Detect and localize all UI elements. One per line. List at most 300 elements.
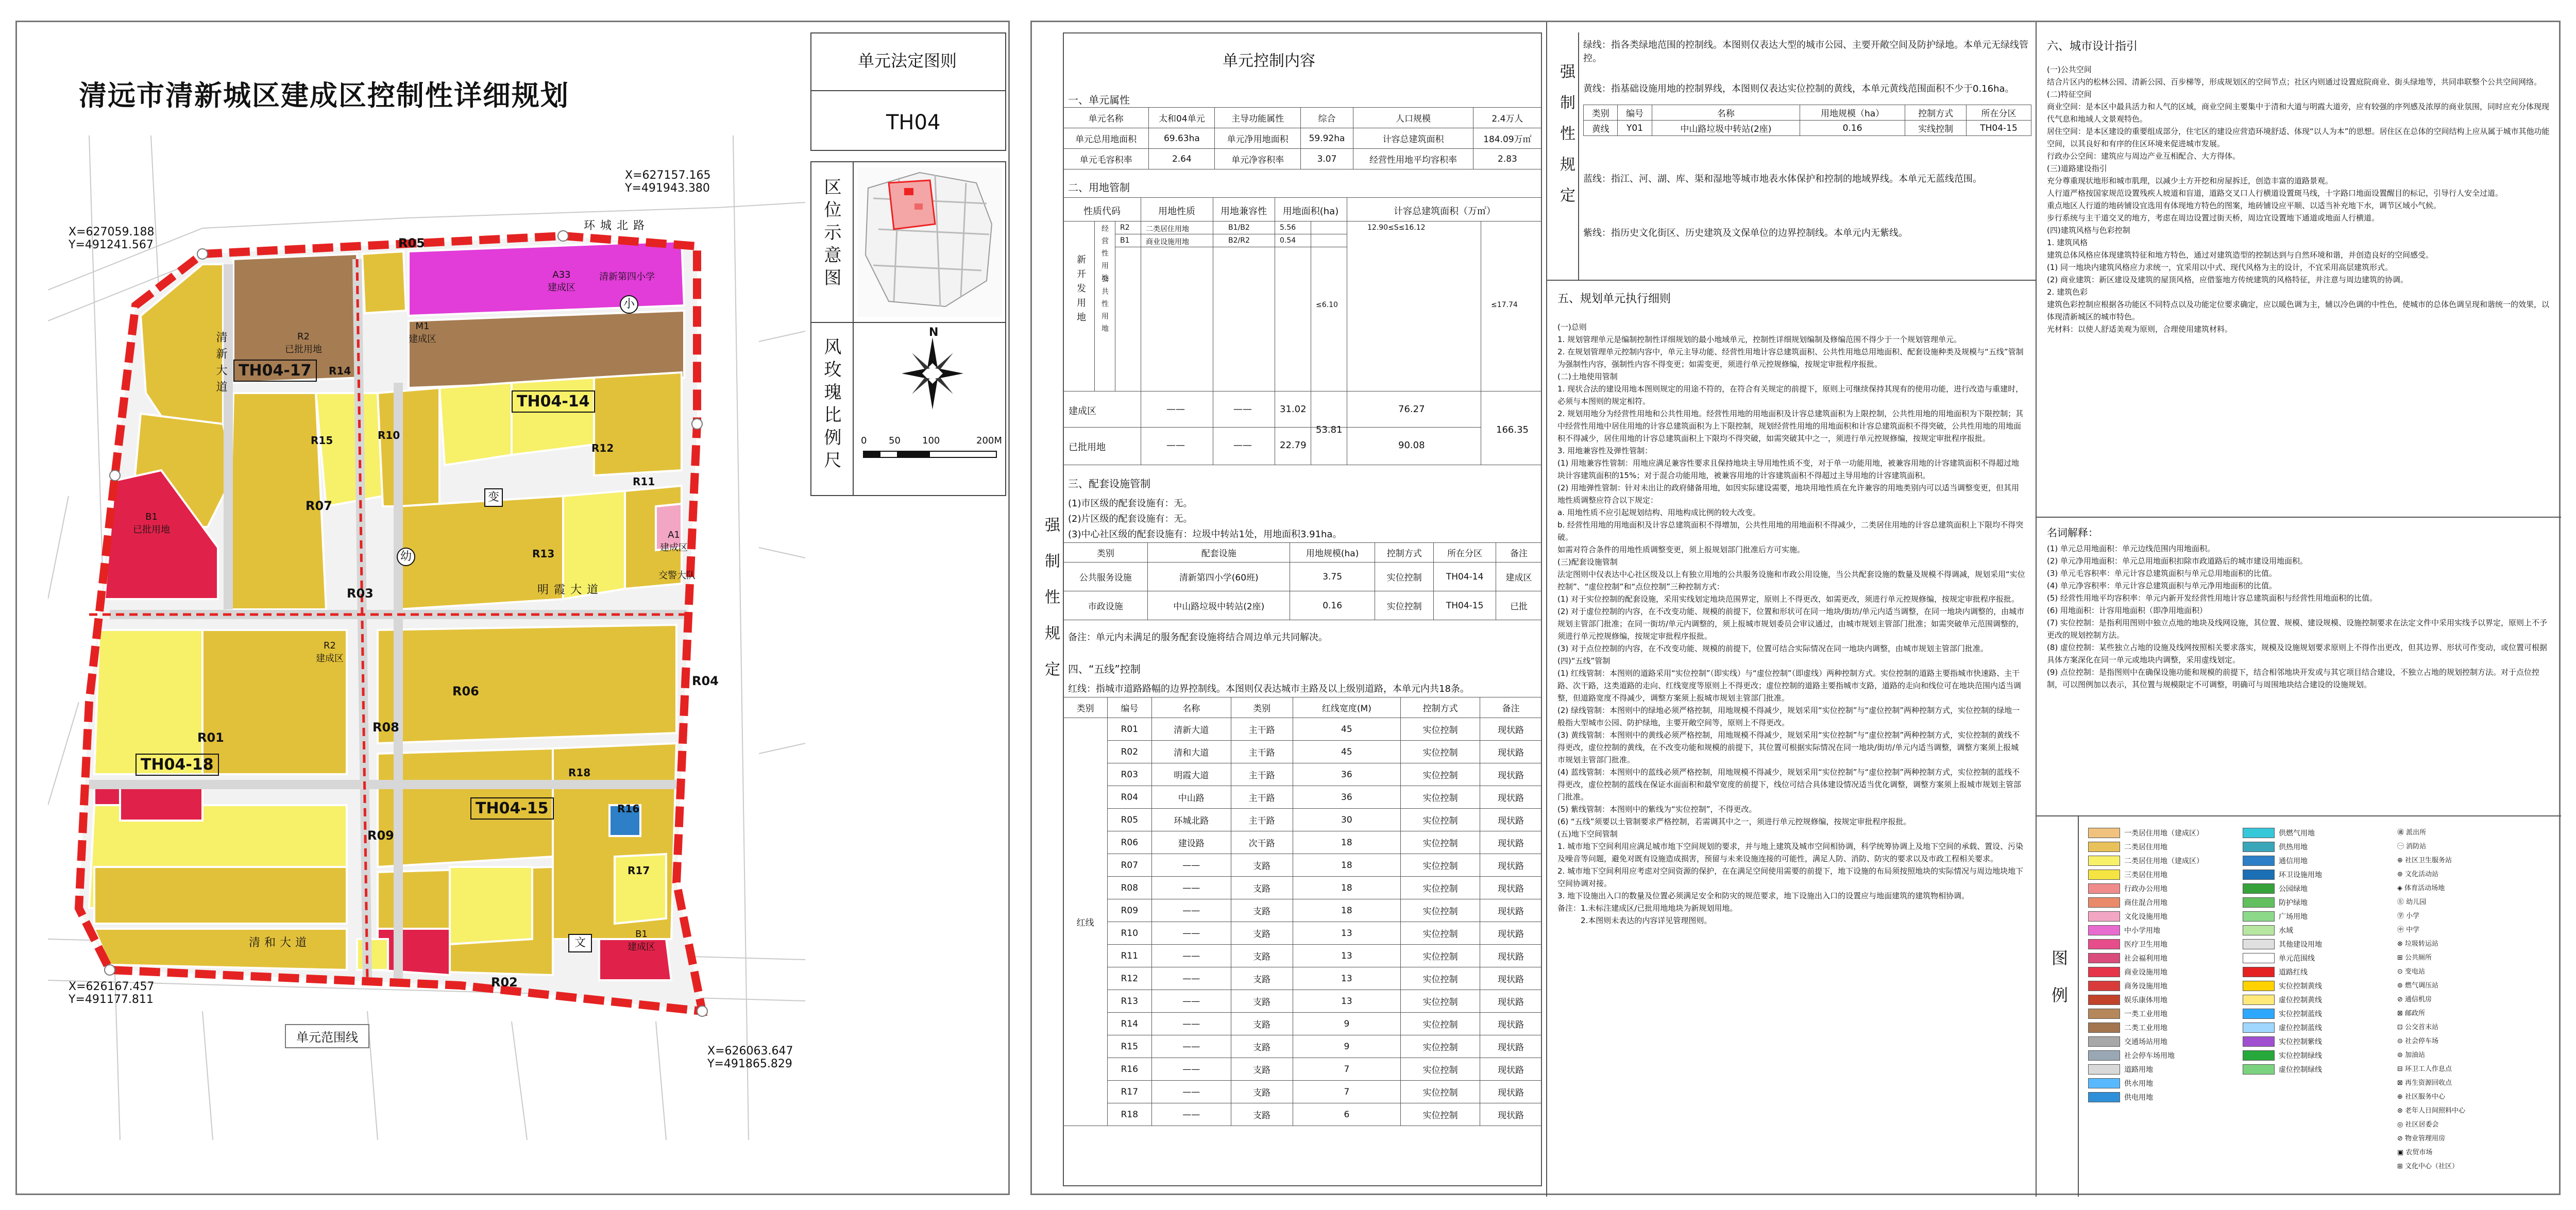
road-cell: 实位控制 (1401, 899, 1480, 922)
legend-symbol-item: ⊙ 变电站 (2397, 968, 2426, 976)
legend-label: 中小学用地 (2124, 926, 2160, 935)
sec5-title: 五、规划单元执行细则 (1557, 293, 1671, 305)
coord-se: X=626063.647 Y=491865.829 (707, 1045, 793, 1070)
road-r05-name: 环城北路 (584, 219, 650, 232)
legend-swatch (2243, 1009, 2275, 1019)
legend-item (2088, 993, 2232, 1007)
rules-text: (一)总则 1. 规划管理单元是编制控制性详细规划的最小地域单元，控制性详细规划编制及修编范围不得少于一个规划管理单元。 2. 在规划管理单元控制内容中，单元主导功能、经营性用地计容总建筑面积、公共性用地总用地面积、配套设施种类及规模与“五线”管制为强制性内容，强制性内容不得变更；如需变更，须进行单元控规修编，按规定审批程序报批。 (二)土地使用管制 1. 现状合法的建设用地本图则规定的用途不符的，在符合有关规定的前提下，原则上可继续保持其现有的使用功能，进行改造与重建时，必须与本图则的规定相符。 2. 规划用地分为经营性用地和公共性用地。经营性用地的用地面积及计容总建筑面积为上限控制，公共性用地的用地面积为下限控制；其中经营性用地中居住用地的计容总建筑面积为上下限控制，规划经营性用地的用地面积和计容总建筑面积不得突破，公共性用地的用地面积不得减少，居住用地的计容总建筑面积上下限均不得突破，如需突破其中之一，须进行单元控规修编，按规定审批程序报批。 3. 用地兼容性及弹性管制： (1) 用地兼容性管制：用地应满足兼容性要求且保持地块主导用地性质不变，对于单一功能用地，被兼容用地的计容建筑面积不得超过地块计容建筑面积的15%；对于混合功能用地，被兼容用地的计容建筑面积不得超过主导用地的计容建筑面积。 (2) 用地弹性管制：针对未出让的政府储备用地，如因实际建设需要，地块用地性质在允许兼容的用地类别内可以适当调整变更，但其用地性质调整应符合以下规定： a. 用地性质不应引起规划结构、用地构成比例的较大改变。 b. 经营性用地的用地面积及计容总建筑面积不得增加，公共性用地的用地面积不得减少，二类居住用地的计容总建筑面积上下限均不得突破。 如需对符合条件的用地性质调整变更，须上报规划部门批准后方可实施。 (三)配套设施管制 法定图则中仅表达中心社区级及以上有独立用地的公共服务设施和市政公用设施，当公共配套设施的数量及规模不得调减，规划采用“实位控制”、“虚位控制”和“点位控制”三种控制方式： (1) 对于实位控制的配套设施，采用实线划定地块范围界定，原则上不得更改，如需更改，须进行单元控规修编，按规定审批程序报批。 (2) 对于虚位控制的内容，在不改变功能、规模的前提下，位置和形状可在同一地块/街坊/单元内适当调整，在同一地块内调整的，由城市规划主管部门批准；在同一街坊/单元内调整的，须上报城市规划委员会审议通过，由城市规划主管部门批准；如需突破单元范围调整的，须进行单元控规修编，按规定审批程序报批。 (3) 对于点位控制的内容，在不改变功能、规模的前提下，位置可结合实际情况在同一地块内调整，由城市规划主管部门批准。 (四)“五线”管制 (1) 红线管制：本图则的道路采用“实位控制”（即实线）与“虚位控制”（即虚线）两种控制方式。实位控制的道路主要指城市快速路、主干路、次干路，这类道路的走向、红线宽度等原则上不得更改；虚位控制的道路主要指城市支路，道路的走向和线位可在地块范围内适当调整，但道路宽度不得减少，调整方案须上报城市规划主管部门批准。 (2) 绿线管制：本图则中的绿地必须严格控制，用地规模不得减少，规划采用“实位控制”与“虚位控制”两种控制方式，实位控制的绿地一般指大型城市公园、防护绿地，主要开敞空间等，原则上不得更改。 (3) 黄线管制：本图则中的黄线必须严格控制，用地规模不得减少，规划采用“实位控制”与“虚位控制”两种控制方式，实位控制的黄线不得更改，虚位控制的黄线，在不改变功能和规模的前提下，其位置可根据实际情况在同一地块/街坊/单元内适当调整，调整方案须上报城市规划主管部门批准。 (4) 蓝线管制：本图则中的蓝线必须严格控制，用地规模不得减少，规划采用“实位控制”与“虚位控制”两种控制方式，实位控制的蓝线不得更改，虚位控制的蓝线在保证水面面积和最窄宽度的前提下，线位可结合具体建设情况适当优化调整，调整方案须上报城市规划主管部门批准。 (5) 紫线管制：本图则中的紫线为“实位控制”，不得更改。 (6) “五线”须要以土管制要求严格控制，若需调其中之一，须进行单元控规修编，按规定审批程序报批。 (五)地下空间管制 1. 城市地下空间利用应满足城市地下空间规划的要求，并与地上建筑及城市空间相协调，科学统筹协调上及地下空间的承载、置设、污染及噪音等问题，避免对既有设施造成损害，预留与未来设施连接的可能性，满足人防、消防、防灾的要求以及市政工程相关要求。 2. 城市地下空间利用应考虑对空间资源的保护，在在满足空间使用需要的前提下，地下设施的布局须按照地块的实际情况与周边地块地下空间协调对接。 3. 地下设施出入口的数量及位置必须满足安全和防灾的规范要求，地下设施出入口的设置应与地面建筑的建筑物相协调。 备注：1.未标注建成区/已批用地地块为新规划用地。 2.本图则未表达的内容详见管理图则。 (1557, 322, 2025, 925)
legend-label: 虚位控制蓝线 (2279, 1024, 2322, 1032)
attr-row (1063, 149, 1542, 169)
fac-header: 所在分区 (1434, 543, 1496, 563)
legend-symbol-item: ⊡ 公交首末站 (2397, 1024, 2439, 1031)
legend-item (2243, 1048, 2387, 1062)
yellow-header: 编号 (1618, 105, 1652, 121)
attr-cell: 单元毛容积率 (1063, 149, 1149, 169)
legend-item (2088, 1007, 2232, 1020)
legend-item (2243, 895, 2387, 909)
yellow-cell: 黄线 (1584, 121, 1618, 136)
legend-label: 二类居住用地（建成区） (2124, 857, 2204, 865)
attr-row (1063, 108, 1542, 128)
road-cell: 7 (1293, 1058, 1401, 1081)
legend-swatch (2088, 911, 2120, 922)
fac-cell: 实位控制 (1375, 591, 1434, 620)
road-cell: R18 (1107, 1103, 1151, 1126)
legend-item (2088, 867, 2232, 881)
legend-label: 实位控制紫线 (2279, 1037, 2322, 1046)
yellow-cell: 中山路垃圾中转站(2座) (1652, 121, 1800, 136)
legend-symbol-item: ◎ 社区居委会 (2397, 1121, 2439, 1129)
kindergarten-icon: 幼 (397, 548, 415, 566)
legend-label: 环卫设施用地 (2279, 871, 2322, 879)
legend-item (2088, 923, 2232, 937)
location-label: 区位示意图 (821, 178, 841, 291)
attr-cell: 单元净用地面积 (1215, 128, 1300, 149)
road-cell: 13 (1293, 967, 1401, 990)
road-cell: 实位控制 (1401, 922, 1480, 945)
plot-label-a33: A33 建成区 (548, 269, 575, 293)
plot-label-b1-built: B1 建成区 (628, 929, 655, 952)
legend-swatch (2243, 953, 2275, 963)
legend-item (2088, 1090, 2232, 1104)
fac-cell: 市政设施 (1063, 591, 1148, 620)
road-r10: R10 (378, 429, 400, 441)
legend-label: 道路用地 (2124, 1065, 2153, 1074)
road-cell: 现状路 (1480, 809, 1542, 831)
road-cell: 中山路 (1151, 786, 1231, 809)
legend-item (2243, 965, 2387, 979)
legend-label: 虚位控制绿线 (2279, 1065, 2322, 1074)
legend-label: 一类工业用地 (2124, 1010, 2167, 1018)
legend-swatch (2088, 1009, 2120, 1019)
legend-symbol-item: ⊟ 环卫工人作息点 (2397, 1065, 2452, 1073)
road-cell: —— (1151, 990, 1231, 1013)
fac-cell: 实位控制 (1375, 563, 1434, 591)
road-cell: —— (1151, 1058, 1231, 1081)
road-row (1063, 922, 1542, 945)
road-cell: 45 (1293, 718, 1401, 741)
road-r12: R12 (591, 442, 614, 454)
attr-cell: 太和04单元 (1149, 108, 1215, 128)
plot-label-b1-approved: B1 已批用地 (133, 512, 170, 535)
road-cell: R09 (1107, 899, 1151, 922)
road-row (1063, 990, 1542, 1013)
road-cell: 实位控制 (1401, 1058, 1480, 1081)
road-r03: R03 (347, 586, 374, 601)
legend-item (2088, 881, 2232, 895)
road-cell: R12 (1107, 967, 1151, 990)
legend-swatch (2243, 856, 2275, 866)
legend-item (2088, 1076, 2232, 1090)
road-cell: 实位控制 (1401, 1103, 1480, 1126)
legend-item (2243, 909, 2387, 923)
legend-symbol-item: ㊥ 中学 (2397, 926, 2420, 934)
road-cell: 明霞大道 (1151, 763, 1231, 786)
legend-swatch (2243, 939, 2275, 949)
legend-swatch (2243, 1064, 2275, 1075)
legend-item (2088, 965, 2232, 979)
legend-symbol-item: ⊞ 公共厕所 (2397, 954, 2432, 962)
north-label: N (929, 326, 939, 339)
legend-item (2243, 993, 2387, 1007)
yellow-header: 所在分区 (1967, 105, 2031, 121)
north-arrow-icon (896, 332, 969, 415)
legend-item (2088, 895, 2232, 909)
road-row (1063, 1035, 1542, 1058)
road-header: 备注 (1480, 697, 1542, 718)
road-cell: 现状路 (1480, 854, 1542, 877)
legend-symbol-item: ⊜ 加油站 (2397, 1051, 2426, 1059)
attr-cell: 人口规模 (1353, 108, 1473, 128)
legend-label: 娱乐康体用地 (2124, 996, 2167, 1004)
road-cell: 实位控制 (1401, 718, 1480, 741)
road-cell: —— (1151, 899, 1231, 922)
road-cell: 主干路 (1231, 718, 1293, 741)
road-row (1063, 831, 1542, 854)
legend-swatch (2088, 828, 2120, 838)
road-row (1063, 945, 1542, 967)
road-header: 编号 (1107, 697, 1151, 718)
road-cell: R04 (1107, 786, 1151, 809)
fac-header: 配套设施 (1148, 543, 1290, 563)
road-cell: —— (1151, 854, 1231, 877)
legend-label: 二类居住用地 (2124, 843, 2167, 851)
road-cell: 18 (1293, 831, 1401, 854)
road-cell: 现状路 (1480, 831, 1542, 854)
road-category: 红线 (1063, 718, 1108, 1126)
legend-symbol-item: ⊠ 再生资源回收点 (2397, 1079, 2452, 1087)
road-row (1063, 1013, 1542, 1035)
legend-symbol-item: ⊘ 物业管理用房 (2397, 1135, 2446, 1143)
legend-item (2088, 840, 2232, 854)
road-cell: 主干路 (1231, 786, 1293, 809)
road-cell: 建设路 (1151, 831, 1231, 854)
legend-swatch (2243, 981, 2275, 991)
terms-text: (1) 单元总用地面积：单元边线范围内用地面积。 (2) 单元净用地面积：单元总用地面积扣除市政道路后的城市建设用地面积。 (3) 单元毛容积率：单元计容总建筑面积与单元总用地面积的比值。 (4) 单元净容积率：单元计容总建筑面积与单元净用地面积的比值。 (5) 经营性用地平均容积率：单元内新开发经营性用地计容总建筑面积与经营性用地面积的比值。 (6) 用地面积：计容用地面积（即净用地面积） (7) 实位控制：是指利用图则中独立点地的地块及线网设施，其位置、规模、建设规模、设施控制要求在法定文件中采用实线予以界定，原则上不予更改的规划控制方法。 (8) 虚位控制：某些独立占地的设施及线网按照相关要求落实，规模及设施规划要求原则上不得作出更改，但其边界、形状可作变动，或位置可根据具体方案深化在同一单元或地块内调整，采用虚线划定。 (9) 点位控制：是指图则中在确保设施功能和规模的前提下，结合相邻地块开发或与其它项目结合建设，不独立占地的规划控制方法。对于点位控制，可以图例加以表示，其位置与规模限定不可调整，明确可与周围地块结合建设的设施规划。 (2047, 544, 2548, 689)
cultural-icon: 文 (568, 934, 592, 952)
road-r13: R13 (532, 548, 555, 560)
fac-header: 控制方式 (1375, 543, 1434, 563)
road-cell: 现状路 (1480, 990, 1542, 1013)
unit-label-th04-17: TH04-17 (233, 360, 317, 382)
road-cell: 支路 (1231, 899, 1293, 922)
legend-item (2243, 937, 2387, 951)
legend-symbol-item: ⊝ 社会停车场 (2397, 1037, 2439, 1045)
road-cell: R06 (1107, 831, 1151, 854)
road-cell: 13 (1293, 922, 1401, 945)
road-cell: 支路 (1231, 854, 1293, 877)
fac-cell: 清新第四小学(60班) (1148, 563, 1290, 591)
road-row (1063, 741, 1542, 763)
legend-label: 商住混合用地 (2124, 898, 2167, 907)
road-r02: R02 (491, 975, 518, 990)
road-row (1063, 1081, 1542, 1103)
road-cell: 实位控制 (1401, 990, 1480, 1013)
attr-row (1063, 128, 1542, 149)
legend-swatch (2088, 939, 2120, 949)
road-row (1063, 763, 1542, 786)
legend-swatch (2243, 897, 2275, 908)
road-r18: R18 (568, 766, 591, 779)
legend-symbol-item: ▣ 农贸市场 (2397, 1149, 2433, 1156)
yellow-cell: TH04-15 (1967, 121, 2031, 136)
road-header: 控制方式 (1401, 697, 1480, 718)
road-cell: 30 (1293, 809, 1401, 831)
road-cell: —— (1151, 922, 1231, 945)
legend-symbol-item: ㊜ 派出所 (2397, 829, 2427, 837)
legend-col-1 (2088, 826, 2232, 1104)
legend-label: 供热用地 (2279, 843, 2308, 851)
legend-item (2088, 826, 2232, 840)
legend-symbol-item: ⊠ 邮政所 (2397, 1010, 2426, 1017)
road-cell: 13 (1293, 945, 1401, 967)
legend-label: 道路红线 (2279, 968, 2308, 977)
facility-remark: 备注：单元内未满足的服务配套设施将结合周边单元共同解决。 (1068, 632, 1328, 643)
road-r01-name: 清新大道 (214, 331, 227, 397)
primary-school-icon: 小 (620, 295, 638, 314)
road-cell: 主干路 (1231, 763, 1293, 786)
road-cell: R01 (1107, 718, 1151, 741)
road-cell: —— (1151, 967, 1231, 990)
road-cell: 现状路 (1480, 786, 1542, 809)
road-cell: 实位控制 (1401, 945, 1480, 967)
attr-cell: 2.64 (1149, 149, 1215, 169)
road-r01: R01 (197, 730, 224, 745)
road-cell: 清新大道 (1151, 718, 1231, 741)
unit-label-th04-15: TH04-15 (470, 797, 554, 820)
attr-cell: 2.4万人 (1473, 108, 1541, 128)
unit-label-th04-18: TH04-18 (135, 754, 219, 776)
road-row (1063, 854, 1542, 877)
facility-note-2: (2)片区级的配套设施有：无。 (1068, 514, 1193, 524)
legend-swatch (2088, 925, 2120, 935)
yellow-cell: 实线控制 (1905, 121, 1967, 136)
legend-symbol-item: ◈ 体育活动场地 (2397, 884, 2445, 892)
road-cell: 次干路 (1231, 831, 1293, 854)
unit-label-th04-14: TH04-14 (512, 390, 595, 413)
legend-label: 供电用地 (2124, 1093, 2153, 1102)
road-cell: 支路 (1231, 1103, 1293, 1126)
legend-col-2 (2243, 826, 2387, 1076)
legend-item (2088, 1062, 2232, 1076)
yellow-line-note: 黄线：指基础设施用地的控制界线，本图则仅表达实位控制的黄线，本单元黄线范围面积不少于0.16ha。 (1583, 83, 2014, 94)
road-cell: R16 (1107, 1058, 1151, 1081)
fac-header: 用地规模(ha) (1290, 543, 1375, 563)
legend-label: 三类居住用地 (2124, 871, 2167, 879)
road-row (1063, 718, 1542, 741)
legend-swatch (2088, 953, 2120, 963)
road-row (1063, 899, 1542, 922)
legend-item (2243, 867, 2387, 881)
road-cell: 实位控制 (1401, 877, 1480, 899)
road-cell: 清和大道 (1151, 741, 1231, 763)
road-cell: 18 (1293, 877, 1401, 899)
road-cell: 实位控制 (1401, 1081, 1480, 1103)
road-cell: 实位控制 (1401, 854, 1480, 877)
road-r02-name: 清和大道 (249, 936, 311, 949)
legend-symbol-item: ⊕ 社区卫生服务站 (2397, 857, 2452, 864)
yellow-cell: Y01 (1618, 121, 1652, 136)
road-row (1063, 967, 1542, 990)
legend-symbol-item: ⊘ 通信机房 (2397, 996, 2432, 1003)
legend-label: 实位控制绿线 (2279, 1051, 2322, 1060)
legend-swatch (2088, 1036, 2120, 1047)
legend-item (2088, 854, 2232, 867)
road-cell: 环城北路 (1151, 809, 1231, 831)
side-strong-label-1: 强制性规定 (1042, 517, 1060, 697)
legend-symbol-item: ㊧ 幼儿园 (2397, 898, 2427, 906)
scale-label-200: 200M (976, 435, 1002, 446)
yellow-header: 控制方式 (1905, 105, 1967, 121)
legend-label: 交通场站用地 (2124, 1037, 2167, 1046)
yellow-header: 用地规模（ha） (1800, 105, 1905, 121)
road-cell: 现状路 (1480, 763, 1542, 786)
legend-item (2088, 979, 2232, 993)
scale-label-50: 50 (889, 435, 901, 446)
road-r07: R07 (306, 499, 332, 513)
legend-swatch (2243, 967, 2275, 977)
facility-note-1: (1)市区级的配套设施有：无。 (1068, 498, 1193, 509)
legend-label: 实位控制黄线 (2279, 982, 2322, 991)
redline-note: 红线：指城市道路路幅的边界控制线。本图则仅表达城市主路及以上级别道路，本单元内共18条。 (1068, 684, 1469, 694)
legend-item (2243, 881, 2387, 895)
road-cell: 现状路 (1480, 877, 1542, 899)
road-cell: 支路 (1231, 1058, 1293, 1081)
yellow-cell: 0.16 (1800, 121, 1905, 136)
road-cell: R14 (1107, 1013, 1151, 1035)
road-r04: R04 (692, 674, 719, 688)
road-r14: R14 (329, 365, 351, 377)
legend-swatch (2088, 995, 2120, 1005)
sec2-title: 二、用地管制 (1068, 181, 1130, 194)
legend-label: 行政办公用地 (2124, 884, 2167, 893)
legend-swatch (2088, 897, 2120, 908)
legend-swatch (2243, 842, 2275, 852)
legend-swatch (2088, 1092, 2120, 1102)
road-header: 类别 (1063, 697, 1108, 718)
terms-title: 名词解释： (2047, 526, 2098, 539)
road-cell: 现状路 (1480, 1035, 1542, 1058)
road-cell: 现状路 (1480, 1013, 1542, 1035)
legend-swatch (2088, 1064, 2120, 1075)
legend-swatch (2088, 883, 2120, 894)
attr-table (1063, 107, 1542, 169)
legend-swatch (2243, 925, 2275, 935)
road-cell: 9 (1293, 1035, 1401, 1058)
legend-swatch (2088, 856, 2120, 866)
road-r05: R05 (398, 236, 425, 250)
legend-swatch (2243, 870, 2275, 880)
road-header: 类别 (1231, 697, 1293, 718)
legend-swatch (2088, 842, 2120, 852)
road-cell: R15 (1107, 1035, 1151, 1058)
purple-line-note: 紫线：指历史文化街区、历史建筑及文保单位的边界控制线。本单元内无紫线。 (1583, 228, 1908, 238)
road-cell: 支路 (1231, 1035, 1293, 1058)
attr-cell: 经营性用地平均容积率 (1353, 149, 1473, 169)
sec6-title: 六、城市设计指引 (2047, 40, 2138, 53)
fac-row (1063, 563, 1542, 591)
road-cell: 36 (1293, 786, 1401, 809)
legend-item (2088, 937, 2232, 951)
legend-swatch (2243, 1050, 2275, 1061)
road-cell: 45 (1293, 741, 1401, 763)
facility-note-3: (3)中心社区级的配套设施有：垃圾中转站1处，用地面积3.91ha。 (1068, 529, 1342, 540)
legend-item (2088, 1034, 2232, 1048)
legend-symbol-item: ⊗ 垃圾转运站 (2397, 940, 2439, 948)
road-r15: R15 (311, 434, 333, 447)
road-cell: 支路 (1231, 922, 1293, 945)
fac-cell: 已批 (1496, 591, 1542, 620)
road-cell: 实位控制 (1401, 831, 1480, 854)
attr-cell: 69.63ha (1149, 128, 1215, 149)
road-cell: 实位控制 (1401, 741, 1480, 763)
legend-symbol-item: ⊛ 文化活动站 (2397, 871, 2439, 878)
road-table (1063, 697, 1542, 1126)
coord-nw: X=627059.188 Y=491241.567 (69, 226, 155, 251)
road-row (1063, 1058, 1542, 1081)
attr-cell: 2.83 (1473, 149, 1541, 169)
legend-label: 虚位控制黄线 (2279, 996, 2322, 1004)
fac-cell: 3.75 (1290, 563, 1375, 591)
map-sheet (15, 21, 1010, 1195)
road-cell: 支路 (1231, 945, 1293, 967)
scale-bar (863, 451, 997, 458)
legend-swatch (2088, 967, 2120, 977)
blue-line-note: 蓝线：指江、河、湖、库、渠和湿地等城市地表水体保护和控制的地域界线。本单元无蓝线范围。 (1583, 174, 1982, 184)
road-row (1063, 786, 1542, 809)
attr-cell: 59.92ha (1300, 128, 1353, 149)
plan-title: 清远市清新城区建成区控制性详细规划 (79, 79, 569, 112)
legend-symbol-item: ㊀ 消防站 (2397, 843, 2427, 850)
legend-item (2243, 923, 2387, 937)
road-r11: R11 (633, 475, 655, 488)
fac-cell: 0.16 (1290, 591, 1375, 620)
location-minimap (858, 167, 1002, 317)
legend-item (2243, 1020, 2387, 1034)
road-cell: 18 (1293, 899, 1401, 922)
legend-label: 通信用地 (2279, 857, 2308, 865)
road-cell: R17 (1107, 1081, 1151, 1103)
road-cell: —— (1151, 945, 1231, 967)
road-cell: —— (1151, 1081, 1231, 1103)
legend-item (2243, 826, 2387, 840)
road-cell: 实位控制 (1401, 809, 1480, 831)
side-panel (810, 161, 1006, 496)
wind-label: 风玫瑰比例尺 (821, 337, 841, 473)
road-row (1063, 1103, 1542, 1126)
road-cell: 实位控制 (1401, 786, 1480, 809)
legend-label: 一类居住用地（建成区） (2124, 829, 2204, 838)
sec1-title: 一、单元属性 (1068, 94, 1130, 106)
road-cell: 现状路 (1480, 1103, 1542, 1126)
legend-symbol-item: ⊚ 燃气调压站 (2397, 982, 2439, 990)
legend-item (2243, 840, 2387, 854)
attr-cell: 综合 (1300, 108, 1353, 128)
road-row (1063, 809, 1542, 831)
road-cell: —— (1151, 1035, 1231, 1058)
legend-swatch (2243, 995, 2275, 1005)
legend-label: 社会停车场用地 (2124, 1051, 2175, 1060)
road-cell: 6 (1293, 1103, 1401, 1126)
legend-label: 实位控制蓝线 (2279, 1010, 2322, 1018)
road-cell: R08 (1107, 877, 1151, 899)
road-cell: 支路 (1231, 1081, 1293, 1103)
control-sheet (1030, 21, 2561, 1195)
legend-label: 其他建设用地 (2279, 940, 2322, 949)
legend-swatch (2088, 1050, 2120, 1061)
header-label: 单元法定图则 (858, 51, 957, 71)
road-r08: R08 (372, 720, 399, 735)
legend-col-3 (2397, 826, 2557, 1173)
